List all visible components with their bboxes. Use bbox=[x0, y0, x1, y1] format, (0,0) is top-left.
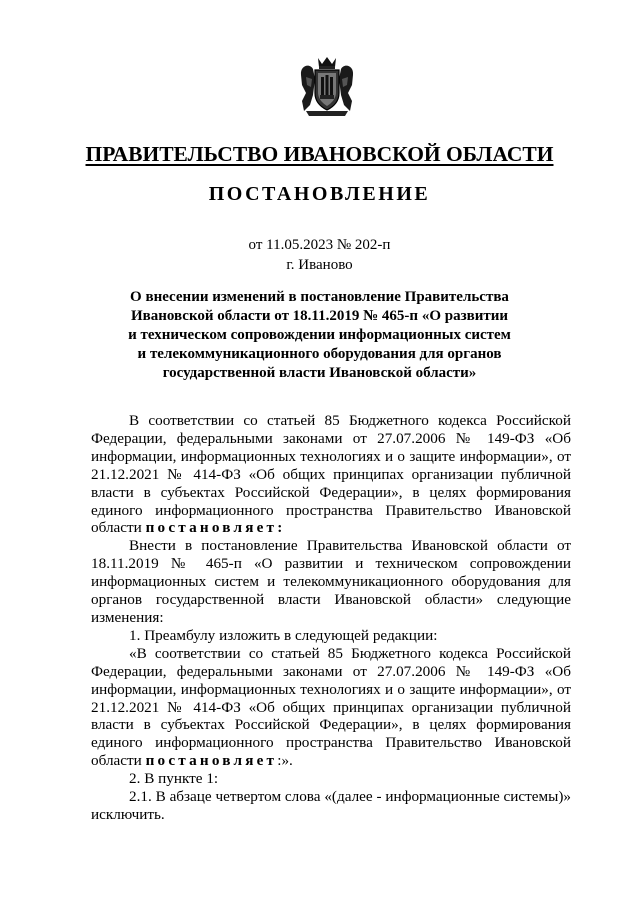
title-line: О внесении изменений в постановление Правительства bbox=[130, 289, 509, 305]
paragraph-text: «В соответствии со статьей 85 Бюджетного кодекса Российской Федерации, федеральными законами от 27.07.2006 № 149-ФЗ «Об информации, информационных технологиях и о защите информации», от 21.12.2021 № 414-ФЗ «Об общих принципах организации публичной власти в субъектах Российской Федерации», в целях формирования единого информационного пространства Правительство Ивановской области bbox=[91, 644, 571, 770]
title-line: Ивановской области от 18.11.2019 № 465-п «О развитии bbox=[130, 308, 508, 324]
document-body bbox=[91, 412, 571, 824]
title-line: государственной власти Ивановской области» bbox=[162, 365, 477, 381]
paragraph-tail: :». bbox=[277, 752, 293, 770]
paragraph-item-2-1: 2.1. В абзаце четвертом слова «(далее - информационные системы)» исключить. bbox=[91, 788, 571, 823]
coat-of-arms-icon bbox=[298, 55, 356, 117]
government-name: ПРАВИТЕЛЬСТВО ИВАНОВСКОЙ ОБЛАСТИ bbox=[85, 142, 554, 166]
paragraph-text: В соответствии со статьей 85 Бюджетного кодекса Российской Федерации, федеральными законами от 27.07.2006 № 149-ФЗ «Об информации, информационных технологиях и о защите информации», от 21.12.2021 № 414-ФЗ «Об общих принципах организации публичной власти в субъектах Российской Федерации», в целях формирования единого информационного пространства Правительство Ивановской области bbox=[91, 412, 571, 537]
paragraph-tail: : bbox=[277, 519, 286, 537]
paragraph-amend: Внести в постановление Правительства Ивановской области от 18.11.2019 № 465-п «О развитии и техническом сопровождении информационных систем и телекоммуникационного оборудования для органов государственной власти Ивановской области» следующие изменения: bbox=[91, 537, 571, 626]
document-date-number: от 11.05.2023 № 202-п bbox=[248, 237, 391, 253]
paragraph-item-2: 2. В пункте 1: bbox=[129, 770, 219, 788]
resolves-word: постановляет bbox=[145, 752, 278, 770]
paragraph-item-1: 1. Преамбулу изложить в следующей редакции: bbox=[129, 626, 438, 644]
document-city: г. Иваново bbox=[286, 257, 353, 273]
document-type: ПОСТАНОВЛЕНИЕ bbox=[208, 183, 431, 205]
resolves-word: постановляет bbox=[145, 519, 278, 537]
paragraph-preamble bbox=[91, 412, 571, 537]
paragraph-new-preamble bbox=[91, 645, 571, 770]
document-title bbox=[60, 288, 579, 383]
title-line: и телекоммуникационного оборудования для органов bbox=[137, 346, 502, 362]
title-line: и техническом сопровождении информационных систем bbox=[128, 327, 511, 343]
